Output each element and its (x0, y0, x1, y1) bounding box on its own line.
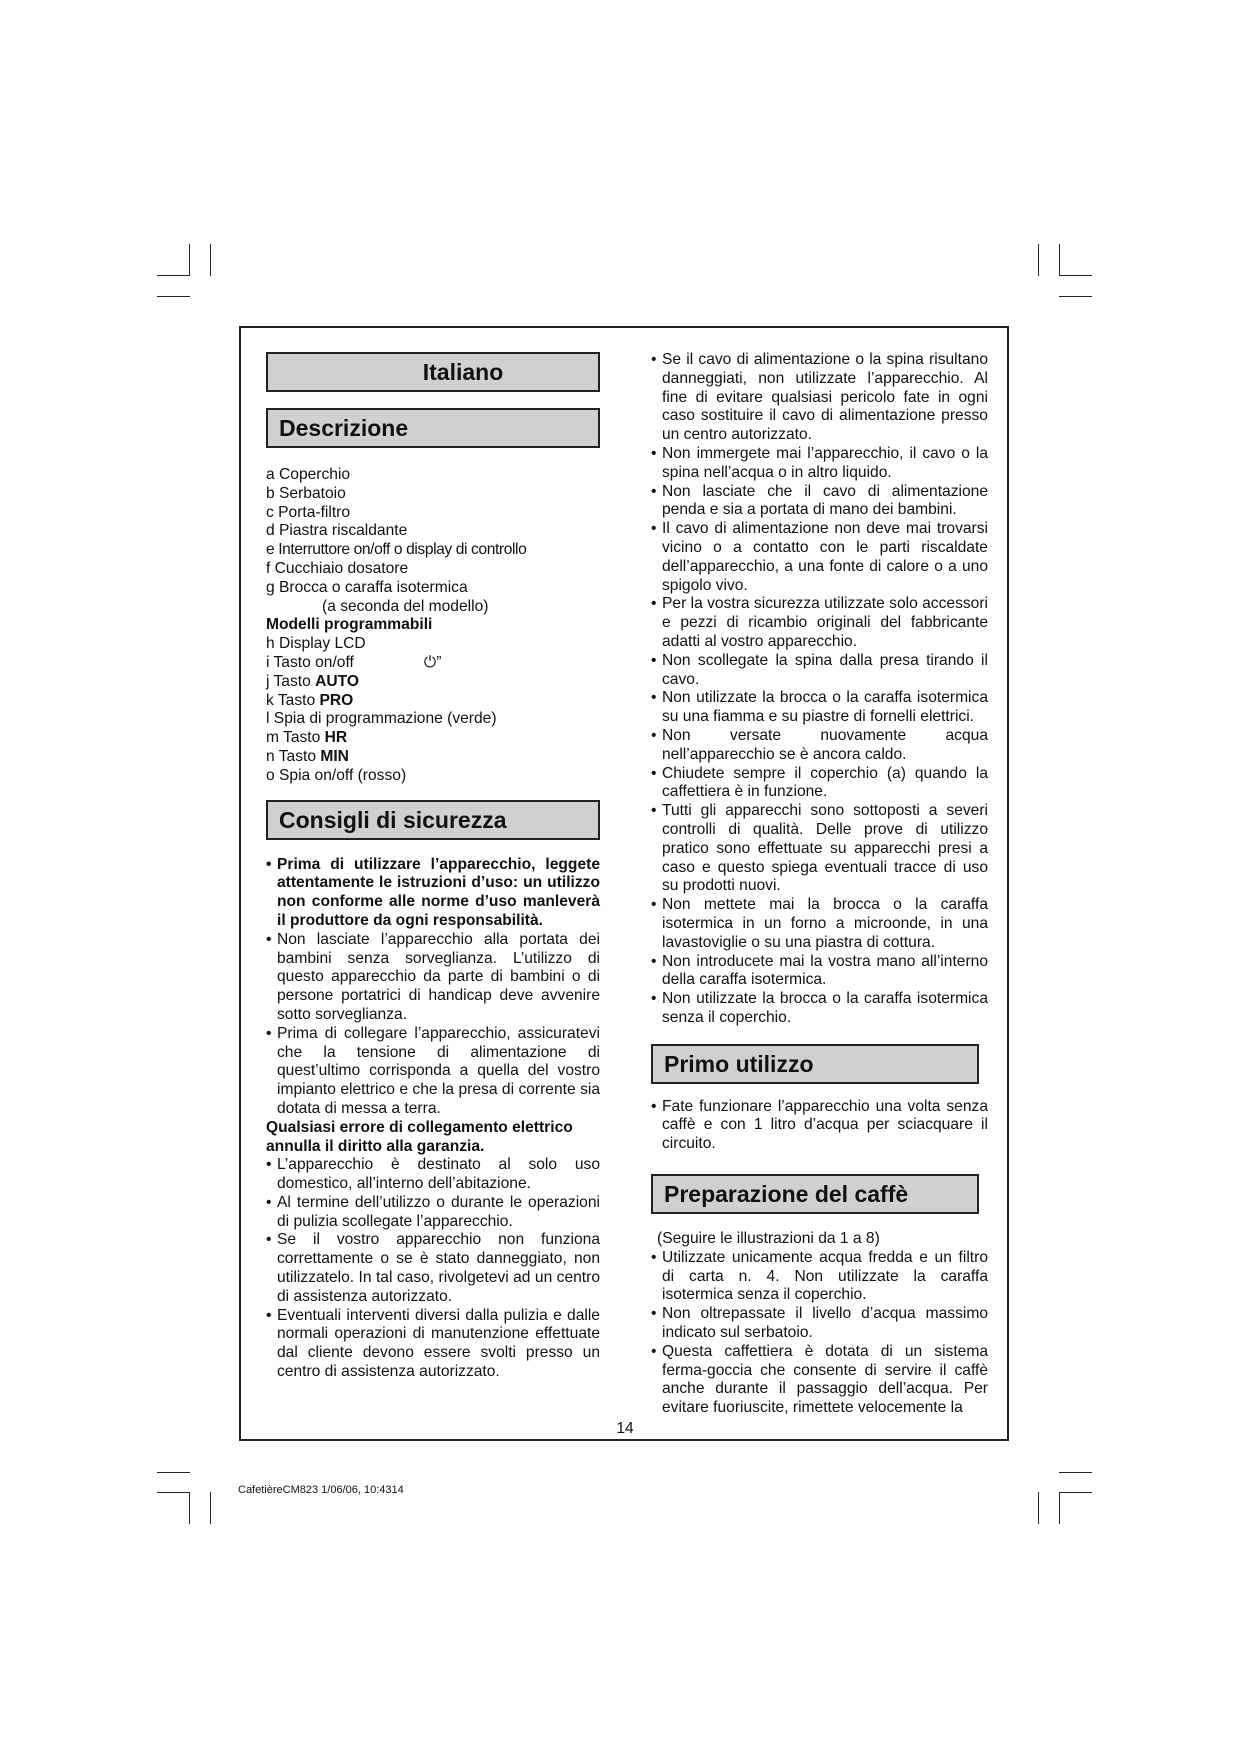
list-item: a Coperchio (266, 466, 351, 483)
safety-list-right (651, 351, 988, 1028)
list-item: n Tasto MIN (266, 747, 349, 765)
list-item: • Non lasciate l’apparecchio alla portata dei bambini senza sorveglianza. L’utilizzo di questo apparecchio da parte di bambini o di persone portatrici di handicap deve avvenire sotto sorveglianza. (266, 931, 600, 1025)
list-item: • Non versate nuovamente acqua nell’apparecchio se è ancora caldo. (651, 727, 988, 765)
list-item: • Tutti gli apparecchi sono sottoposti a severi controlli di qualità. Delle prove di utilizzo pratico sono effettuate su apparecchi presi a caso e questo spiega eventuali tracce di uso su prodotti nuovi. (651, 802, 988, 896)
list-item: i Tasto on/off ⏻” (266, 653, 442, 671)
print-footer: CafetièreCM823 1/06/06, 10:4314 (238, 1484, 404, 1496)
list-item: • Fate funzionare l’apparecchio una volta senza caffè e con 1 litro d’acqua per sciacquare il circuito. (651, 1098, 988, 1154)
list-item: j Tasto AUTO (266, 672, 360, 690)
list-item: f Cucchiaio dosatore (266, 559, 409, 577)
list-item: • Questa caffettiera è dotata di un sistema ferma-goccia che consente di servire il caffè anche durante il passaggio dell’acqua. Per evitare fuoriuscite, rimettete velocemente la (651, 1343, 988, 1418)
list-item: • Non lasciate che il cavo di alimentazione penda e sia a portata di mano dei bambini. (651, 483, 988, 521)
list-item: • Non immergete mai l’apparecchio, il cavo o la spina nell’acqua o in altro liquido. (651, 445, 988, 483)
list-item: c Porta-filtro (266, 503, 351, 521)
list-item: b Serbatoio (266, 484, 346, 502)
section-title-descrizione: Descrizione (266, 408, 600, 448)
crop-mark (210, 244, 211, 276)
description-list (266, 466, 600, 786)
list-item: • Per la vostra sicurezza utilizzate solo accessori e pezzi di ricambio originali del fabbricante adatti al vostro apparecchio. (651, 595, 988, 651)
list-item: • Se il cavo di alimentazione o la spina risultano danneggiati, non utilizzate l’apparecchio. Al fine di evitare qualsiasi pericolo fate in ogni caso sostituire il cavo di alimentazione presso un centro autorizzato. (651, 351, 988, 445)
list-item: e Interruttore on/off o display di controllo (266, 541, 527, 559)
list-item: o Spia on/off (rosso) (266, 766, 407, 784)
crop-mark (1059, 1492, 1092, 1493)
list-item: (a seconda del modello) (322, 597, 489, 615)
page-number: 14 (616, 1420, 634, 1437)
crop-mark (189, 244, 190, 276)
crop-mark (1059, 1492, 1060, 1524)
section-title-preparazione: Preparazione del caffè (651, 1174, 979, 1214)
power-icon: ⏻” (423, 653, 442, 671)
list-item: h Display LCD (266, 635, 366, 653)
programmable-models-heading: Modelli programmabili (266, 616, 433, 634)
crop-mark (157, 1472, 190, 1473)
crop-mark (1059, 275, 1092, 276)
section-title-primo: Primo utilizzo (651, 1044, 979, 1084)
warning-text: Qualsiasi errore di collegamento elettrico annulla il diritto alla garanzia. (266, 1118, 573, 1155)
list-item: • Al termine dell’utilizzo o durante le operazioni di pulizia scollegate l’apparecchio. (266, 1194, 600, 1232)
list-item: • Prima di collegare l’apparecchio, assicuratevi che la tensione di alimentazione di quest’ultimo corrisponda a quella del vostro impianto elettrico e che la presa di corrente sia dotata di messa a terra. (266, 1025, 600, 1119)
preparation-intro: (Seguire le illustrazioni da 1 a 8) (657, 1230, 880, 1248)
list-item: • Se il vostro apparecchio non funziona correttamente o se è stato danneggiato, non utilizzatelo. In tal caso, rivolgetevi ad un centro di assistenza autorizzato. (266, 1231, 600, 1306)
list-item: • Non introducete mai la vostra mano all’interno della caraffa isotermica. (651, 953, 988, 991)
crop-mark (157, 296, 190, 297)
list-item: • Eventuali interventi diversi dalla pulizia e dalle normali operazioni di manutenzione effettuate dal cliente devono essere svolti presso un centro di assistenza autorizzato. (266, 1307, 600, 1382)
list-item: • Prima di utilizzare l’apparecchio, leggete attentamente le istruzioni d’uso: un utilizzo non conforme alle norme d’uso manleverà il produttore da ogni responsabilità. (266, 856, 600, 931)
right-column (651, 351, 988, 1418)
section-title-sicurezza: Consigli di sicurezza (266, 800, 600, 840)
preparation-list (651, 1230, 988, 1418)
crop-mark (1059, 244, 1060, 276)
crop-mark (1059, 1472, 1092, 1473)
first-use-list (651, 1098, 988, 1154)
list-item: • Chiudete sempre il coperchio (a) quando la caffettiera è in funzione. (651, 765, 988, 803)
list-item: • Il cavo di alimentazione non deve mai trovarsi vicino o a contatto con le parti riscaldate dell’apparecchio, a una fonte di calore o a uno spigolo vivo. (651, 520, 988, 595)
left-column (266, 352, 600, 1382)
list-item: g Brocca o caraffa isotermica (266, 578, 468, 596)
list-item: m Tasto HR (266, 729, 348, 747)
list-item: k Tasto PRO (266, 691, 354, 709)
crop-mark (210, 1492, 211, 1524)
list-item: • Non oltrepassate il livello d’acqua massimo indicato sul serbatoio. (651, 1305, 988, 1343)
crop-mark (157, 1492, 190, 1493)
list-item: • Utilizzate unicamente acqua fredda e un filtro di carta n. 4. Non utilizzate la caraffa isotermica senza il coperchio. (651, 1249, 988, 1305)
list-item: • L’apparecchio è destinato al solo uso domestico, all’interno dell’abitazione. (266, 1156, 600, 1194)
list-item: d Piastra riscaldante (266, 522, 408, 540)
list-item: • Non scollegate la spina dalla presa tirando il cavo. (651, 652, 988, 690)
crop-mark (157, 275, 190, 276)
crop-mark (1059, 296, 1092, 297)
language-title: Italiano (266, 352, 600, 392)
crop-mark (1038, 1492, 1039, 1524)
list-item: • Non utilizzate la brocca o la caraffa isotermica su una fiamma e su piastre di fornelli elettrici. (651, 689, 988, 727)
safety-list-left (266, 856, 600, 1382)
list-item: • Non mettete mai la brocca o la caraffa isotermica in un forno a microonde, in una lavastoviglie o su una piastra di cottura. (651, 896, 988, 952)
list-item: • Non utilizzate la brocca o la caraffa isotermica senza il coperchio. (651, 990, 988, 1028)
list-item: l Spia di programmazione (verde) (266, 710, 497, 728)
crop-mark (1038, 244, 1039, 276)
crop-mark (189, 1492, 190, 1524)
